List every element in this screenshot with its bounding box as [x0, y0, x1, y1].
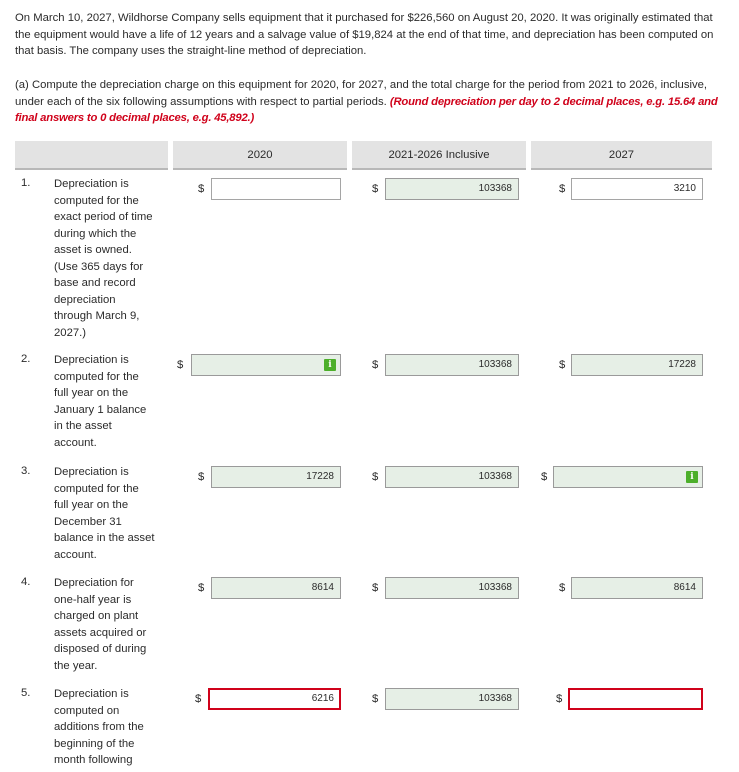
- rounding-requirement: (Round depreciation per day to 2 decimal places, e.g. 15.64 and final answers to 0 decimal places, e.g. 45,892.): [15, 95, 718, 124]
- answer-value: 103368: [478, 471, 512, 482]
- row-number: 1.: [21, 177, 31, 189]
- answer-input-row1-2021-2026[interactable]: [385, 178, 519, 200]
- dollar-sign: $: [559, 582, 566, 594]
- problem-statement: On March 10, 2027, Wildhorse Company sells equipment that it purchased for $226,560 on August 20, 2020. It was originally estimated that the equipment would have a life of 12 years and a salvage value of $19,824 at the end of that time, and depreciation has been computed on that basis. The company uses the straight-line method of depreciation.: [15, 12, 714, 57]
- answer-input-row4-2021-2026[interactable]: [385, 577, 519, 599]
- instructions-text: (a) Compute the depreciation charge on this equipment for 2020, for 2027, and the total charge for the period from 2021 to 2026, inclusive, under each of the six following assumptions with respect to partial periods.: [15, 79, 708, 108]
- answer-input-row5-2021-2026[interactable]: [385, 688, 519, 710]
- dollar-sign: $: [198, 183, 205, 195]
- answer-input-row4-2027[interactable]: [571, 577, 703, 599]
- dollar-sign: $: [541, 471, 548, 483]
- dollar-sign: $: [372, 582, 379, 594]
- row-number: 5.: [21, 687, 31, 699]
- row-assumption-label: Depreciation is computed for the exact period of time during which the asset is owned. (Use 365 days for base and record depreciation through March 9, 2027.): [54, 178, 153, 339]
- answer-value: 17228: [668, 359, 696, 370]
- dollar-sign: $: [195, 693, 202, 705]
- answer-input-row2-2027[interactable]: [571, 354, 703, 376]
- info-icon[interactable]: i: [324, 359, 336, 371]
- row-assumption-label: Depreciation is computed for the full year on the January 1 balance in the asset account.: [54, 354, 147, 449]
- row-assumption-label: Depreciation is computed for the full year on the December 31 balance in the asset account.: [54, 466, 155, 561]
- dollar-sign: $: [372, 183, 379, 195]
- answer-input-row3-2027[interactable]: [553, 466, 703, 488]
- answer-value: 17228: [306, 471, 334, 482]
- answer-value: 6216: [311, 693, 334, 704]
- header-blank: [15, 141, 168, 170]
- dollar-sign: $: [559, 359, 566, 371]
- dollar-sign: $: [198, 471, 205, 483]
- row-assumption-label: Depreciation for one-half year is charged on plant assets acquired or disposed of during the year.: [54, 577, 147, 672]
- answer-input-row1-2020[interactable]: [211, 178, 341, 200]
- answer-value: 103368: [478, 183, 512, 194]
- answer-value: 3210: [673, 183, 696, 194]
- row-number: 4.: [21, 576, 31, 588]
- answer-input-row2-2021-2026[interactable]: [385, 354, 519, 376]
- answer-value: 8614: [673, 582, 696, 593]
- answer-value: 8614: [311, 582, 334, 593]
- dollar-sign: $: [372, 359, 379, 371]
- dollar-sign: $: [372, 471, 379, 483]
- answer-value: 103368: [478, 693, 512, 704]
- dollar-sign: $: [177, 359, 184, 371]
- dollar-sign: $: [559, 183, 566, 195]
- answer-input-row5-2027[interactable]: [568, 688, 703, 710]
- answer-input-row4-2020[interactable]: [211, 577, 341, 599]
- answer-value: 103368: [478, 359, 512, 370]
- instructions: [15, 77, 727, 127]
- answer-input-row3-2020[interactable]: [211, 466, 341, 488]
- answer-input-row5-2020[interactable]: [208, 688, 341, 710]
- row-number: 3.: [21, 465, 31, 477]
- row-assumption-label: Depreciation is computed on additions from the beginning of the month following: [54, 688, 144, 766]
- row-number: 2.: [21, 353, 31, 365]
- dollar-sign: $: [556, 693, 563, 705]
- info-icon[interactable]: i: [686, 471, 698, 483]
- column-header-2020: 2020: [173, 141, 347, 170]
- dollar-sign: $: [372, 693, 379, 705]
- column-header-2021-2026: 2021-2026 Inclusive: [352, 141, 526, 170]
- answer-input-row1-2027[interactable]: [571, 178, 703, 200]
- answer-input-row3-2021-2026[interactable]: [385, 466, 519, 488]
- column-header-2027: 2027: [531, 141, 712, 170]
- answer-value: 103368: [478, 582, 512, 593]
- dollar-sign: $: [198, 582, 205, 594]
- answer-input-row2-2020[interactable]: [191, 354, 341, 376]
